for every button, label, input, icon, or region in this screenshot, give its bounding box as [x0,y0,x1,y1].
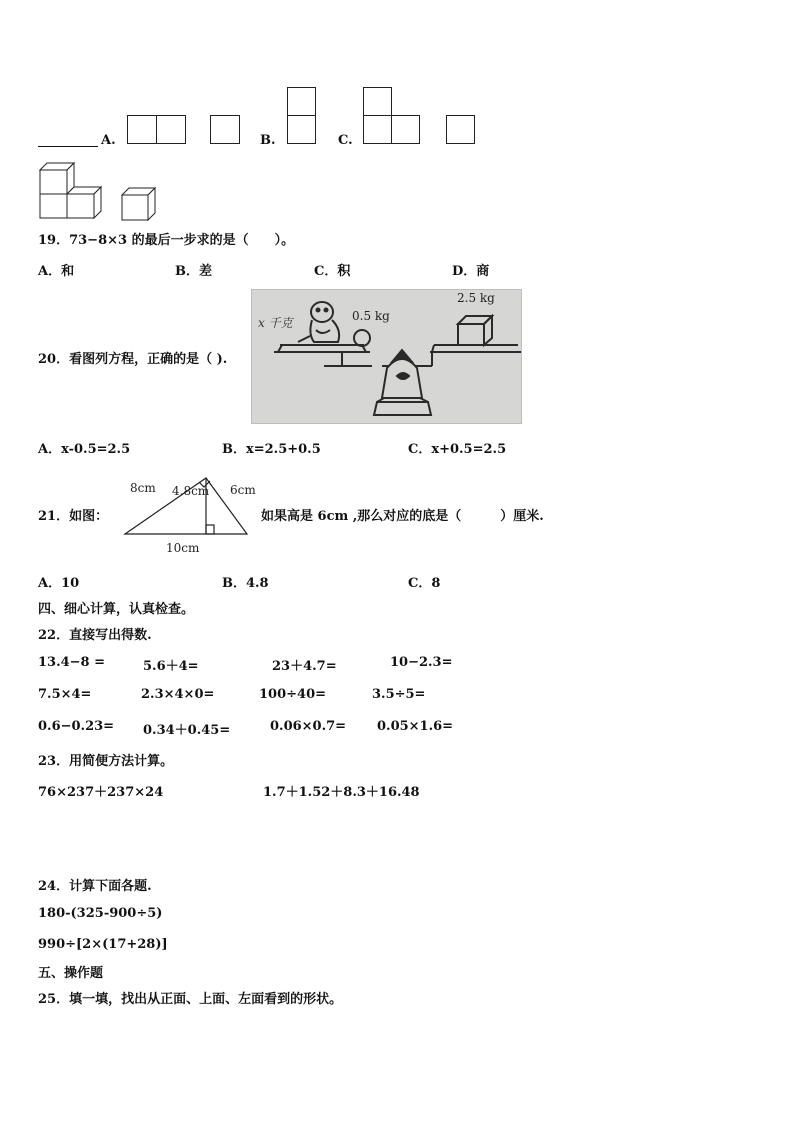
q23-question: 23．用简便方法计算。 [38,754,174,769]
q19-option-b[interactable]: B．差 [175,264,212,279]
q23-item-1: 76×237＋237×24 [38,785,164,800]
cube-stack-figure [36,160,166,222]
q21-option-b[interactable]: B．4.8 [222,576,269,591]
q19-option-c[interactable]: C．积 [314,264,351,279]
calc-problem: 7.5×4= [38,687,92,702]
weight-label-ball: 0.5 kg [352,309,390,323]
base-label: 10cm [166,541,200,555]
side-left-label: 8cm [130,481,156,495]
calc-problem: 0.06×0.7= [270,719,347,734]
calc-problem: 23＋4.7= [272,659,337,674]
q19-option-a[interactable]: A．和 [38,264,75,279]
answer-blank[interactable] [38,146,98,147]
option-a-label: A. [101,133,116,148]
calc-problem: 0.6−0.23= [38,719,115,734]
q23-item-2: 1.7＋1.52＋8.3＋16.48 [263,785,420,800]
q21-option-c[interactable]: C．8 [408,576,441,591]
section-5-title: 五、操作题 [38,966,104,981]
calc-problem: 10−2.3= [390,655,453,670]
balance-scale-photo [251,289,522,424]
weight-label-x: x 千克 [258,316,293,330]
option-b-label: B. [260,133,276,148]
q21-option-a[interactable]: A．10 [38,576,80,591]
weight-label-box: 2.5 kg [457,291,495,305]
height-label: 4.8cm [172,484,210,498]
calc-problem: 0.05×1.6= [377,719,454,734]
q20-question: 20．看图列方程，正确的是（ ). [38,352,228,367]
q21-prefix: 21．如图： [38,509,109,524]
triangle-figure [118,472,258,558]
q24-item-1: 180-(325-900÷5) [38,906,163,921]
calc-problem: 13.4−8 = [38,655,106,670]
calc-problem: 0.34＋0.45= [143,723,231,738]
q24-question: 24．计算下面各题. [38,879,152,894]
q19-question: 19．73−8×3 的最后一步求的是（ ）。 [38,233,295,248]
q19-option-d[interactable]: D．商 [452,264,490,279]
calc-problem: 2.3×4×0= [141,687,215,702]
q22-question: 22．直接写出得数. [38,628,152,643]
q20-option-c[interactable]: C．x+0.5=2.5 [408,442,507,457]
q20-option-b[interactable]: B．x=2.5+0.5 [222,442,321,457]
side-right-label: 6cm [230,483,256,497]
calc-problem: 100÷40= [259,687,327,702]
q25-question: 25．填一填，找出从正面、上面、左面看到的形状。 [38,992,343,1007]
calc-problem: 3.5÷5= [372,687,426,702]
q21-suffix: 如果高是 6cm ,那么对应的底是（ ）厘米. [261,509,544,524]
calc-problem: 5.6＋4= [143,659,199,674]
option-c-label: C. [338,133,353,148]
section-4-title: 四、细心计算，认真检查。 [38,602,195,617]
q24-item-2: 990÷[2×(17+28)] [38,937,168,952]
q20-option-a[interactable]: A．x-0.5=2.5 [38,442,131,457]
